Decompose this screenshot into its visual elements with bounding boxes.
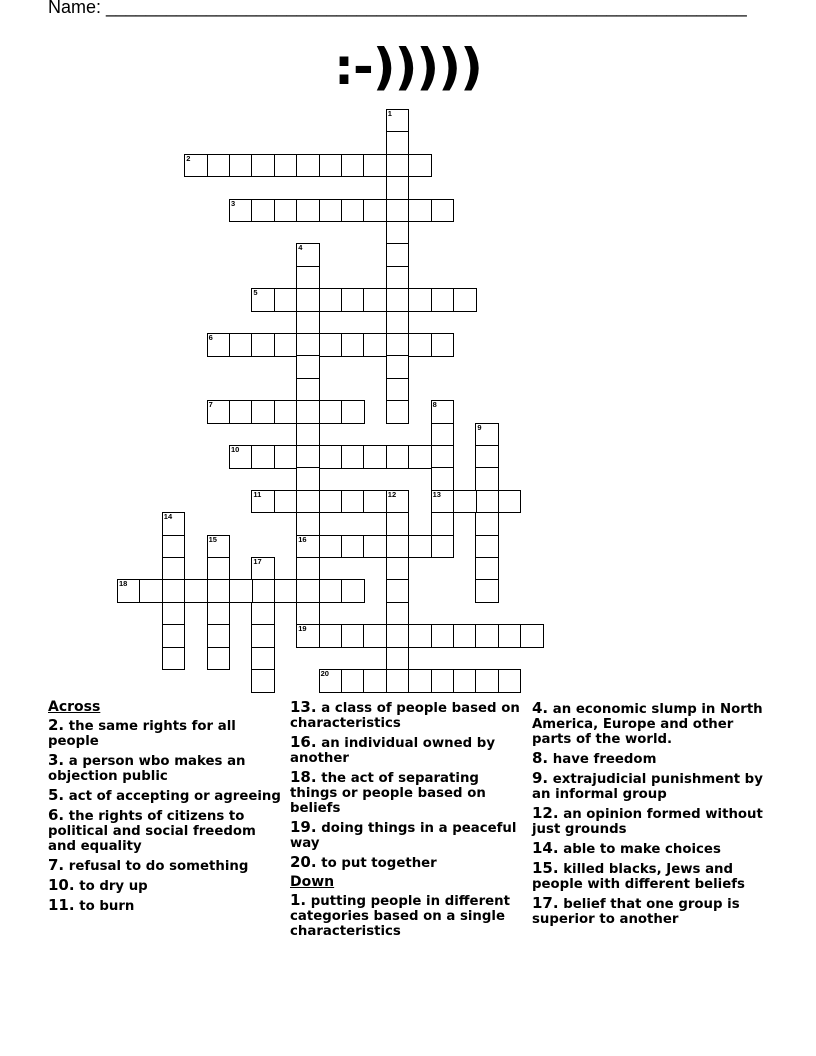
grid-cell[interactable] — [319, 199, 343, 223]
grid-cell[interactable] — [475, 467, 499, 491]
cell-number: 8 — [432, 400, 437, 410]
across-clue-list-continued — [290, 700, 525, 871]
clue-column-1 — [48, 700, 283, 918]
clue-item — [290, 893, 525, 939]
grid-cell[interactable] — [274, 579, 298, 603]
grid-cell[interactable] — [475, 579, 499, 603]
grid-cell[interactable] — [498, 669, 522, 693]
grid-cell[interactable] — [251, 199, 275, 223]
grid-cell[interactable] — [162, 535, 186, 559]
grid-cell[interactable] — [296, 579, 320, 603]
grid-cell[interactable] — [431, 423, 455, 447]
clue-text: killed blacks, Jews and people with different beliefs — [532, 862, 745, 892]
clue-item — [532, 806, 772, 837]
grid-cell[interactable] — [274, 445, 298, 469]
clue-number: 17. — [532, 894, 559, 912]
across-clue-list — [48, 718, 283, 914]
clue-number: 6. — [48, 806, 65, 824]
clue-text: to put together — [321, 856, 437, 871]
cell-number: 9 — [477, 422, 482, 432]
grid-cell[interactable] — [363, 535, 387, 559]
grid-cell[interactable] — [162, 512, 186, 536]
clue-text: have freedom — [552, 752, 657, 767]
grid-cell[interactable] — [431, 669, 455, 693]
grid-cell[interactable] — [296, 512, 320, 536]
clue-text: an individual owned by another — [290, 736, 495, 766]
grid-cell[interactable] — [274, 333, 298, 357]
grid-cell[interactable] — [117, 579, 141, 603]
grid-cell[interactable] — [251, 579, 275, 603]
puzzle-title: :-))))) — [333, 38, 482, 96]
grid-cell[interactable] — [386, 445, 410, 469]
grid-cell[interactable] — [386, 535, 410, 559]
grid-cell[interactable] — [229, 445, 253, 469]
clue-number: 9. — [532, 769, 549, 787]
grid-cell[interactable] — [475, 535, 499, 559]
grid-cell[interactable] — [162, 579, 186, 603]
clue-text: able to make choices — [563, 842, 721, 857]
grid-cell[interactable] — [386, 131, 410, 155]
grid-cell[interactable] — [431, 535, 455, 559]
grid-cell[interactable] — [341, 669, 365, 693]
grid-cell[interactable] — [207, 400, 231, 424]
grid-cell[interactable] — [475, 557, 499, 581]
grid-cell[interactable] — [296, 535, 320, 559]
grid-cell[interactable] — [363, 288, 387, 312]
grid-cell[interactable] — [431, 445, 455, 469]
clue-text: putting people in different categories based on a single characteristics — [290, 894, 510, 939]
grid-cell[interactable] — [363, 199, 387, 223]
cell-number: 17 — [253, 557, 262, 566]
clue-text: a class of people based on characteristics — [290, 701, 520, 731]
grid-cell[interactable] — [386, 400, 410, 424]
clue-text: an economic slump in North America, Europe and other parts of the world. — [532, 702, 763, 747]
grid-cell[interactable] — [319, 400, 343, 424]
clue-item — [48, 898, 283, 914]
grid-cell[interactable] — [139, 579, 163, 603]
grid-cell[interactable] — [162, 557, 186, 581]
grid-cell[interactable] — [408, 445, 432, 469]
grid-cell[interactable] — [296, 602, 320, 626]
clue-item — [290, 735, 525, 766]
grid-cell[interactable] — [296, 400, 320, 424]
grid-cell[interactable] — [386, 311, 410, 335]
clue-item — [532, 751, 772, 767]
grid-cell[interactable] — [475, 669, 499, 693]
grid-cell[interactable] — [229, 333, 253, 357]
clue-number: 11. — [48, 896, 75, 914]
grid-cell[interactable] — [453, 490, 477, 514]
grid-cell[interactable] — [341, 579, 365, 603]
clue-number: 20. — [290, 853, 317, 871]
clue-number: 12. — [532, 804, 559, 822]
clue-item — [48, 788, 283, 804]
clue-item — [532, 861, 772, 892]
clue-item — [290, 855, 525, 871]
clue-text: a person wbo makes an objection public — [48, 754, 246, 784]
grid-cell[interactable] — [184, 579, 208, 603]
grid-cell[interactable] — [408, 199, 432, 223]
clue-number: 2. — [48, 716, 65, 734]
cell-number: 14 — [163, 512, 173, 522]
grid-cell[interactable] — [207, 557, 231, 581]
grid-cell[interactable] — [296, 311, 320, 335]
cell-number: 7 — [208, 400, 213, 410]
clue-number: 14. — [532, 839, 559, 857]
grid-cell[interactable] — [251, 400, 275, 424]
clue-text: the act of separating things or people based on beliefs — [290, 771, 486, 816]
grid-cell[interactable] — [386, 624, 410, 648]
grid-cell[interactable] — [386, 288, 410, 312]
cell-number: 2 — [186, 153, 191, 163]
grid-cell[interactable] — [274, 199, 298, 223]
grid-cell[interactable] — [251, 288, 275, 312]
grid-cell[interactable] — [229, 154, 253, 178]
clue-text: doing things in a peaceful way — [290, 821, 517, 851]
grid-cell[interactable] — [453, 624, 477, 648]
clue-number: 19. — [290, 818, 317, 836]
clue-text: act of accepting or agreeing — [68, 789, 281, 804]
grid-cell[interactable] — [162, 647, 186, 671]
grid-cell[interactable] — [498, 490, 522, 514]
grid-cell[interactable] — [386, 378, 410, 402]
grid-cell[interactable] — [386, 176, 410, 200]
clue-item — [48, 878, 283, 894]
grid-cell[interactable] — [341, 199, 365, 223]
grid-cell[interactable] — [475, 512, 499, 536]
clue-column-3 — [532, 701, 772, 931]
clue-text: refusal to do something — [68, 859, 249, 874]
cell-number: 3 — [231, 198, 236, 208]
clue-number: 7. — [48, 856, 65, 874]
grid-cell[interactable] — [229, 199, 253, 223]
grid-cell[interactable] — [251, 557, 275, 581]
grid-cell[interactable] — [341, 288, 365, 312]
clue-item — [532, 701, 772, 747]
name-field-label: Name: ________________________________________________________________ — [48, 0, 747, 17]
clue-text: belief that one group is superior to another — [532, 897, 740, 927]
grid-cell[interactable] — [363, 445, 387, 469]
grid-cell[interactable] — [386, 647, 410, 671]
clue-number: 8. — [532, 749, 549, 767]
clue-text: to dry up — [79, 879, 148, 894]
cell-number: 19 — [298, 624, 307, 634]
grid-cell[interactable] — [251, 602, 275, 626]
clue-item — [48, 858, 283, 874]
grid-cell[interactable] — [386, 154, 410, 178]
clue-number: 3. — [48, 751, 65, 769]
clue-item — [48, 808, 283, 854]
grid-cell[interactable] — [207, 333, 231, 357]
grid-cell[interactable] — [162, 624, 186, 648]
grid-cell[interactable] — [319, 445, 343, 469]
grid-cell[interactable] — [341, 445, 365, 469]
grid-cell[interactable] — [319, 288, 343, 312]
cell-number: 15 — [208, 534, 217, 544]
cell-number: 10 — [231, 445, 240, 454]
grid-cell[interactable] — [296, 624, 320, 648]
clue-text: the same rights for all people — [48, 719, 236, 749]
grid-cell[interactable] — [207, 602, 231, 626]
grid-cell[interactable] — [251, 624, 275, 648]
grid-cell[interactable] — [386, 199, 410, 223]
grid-cell[interactable] — [341, 535, 365, 559]
clue-number: 16. — [290, 733, 317, 751]
grid-cell[interactable] — [296, 243, 320, 267]
down-clue-list-continued — [532, 701, 772, 927]
grid-cell[interactable] — [431, 199, 455, 223]
grid-cell[interactable] — [475, 445, 499, 469]
grid-cell[interactable] — [296, 266, 320, 290]
cell-number: 16 — [298, 534, 307, 544]
grid-cell[interactable] — [207, 579, 231, 603]
grid-cell[interactable] — [363, 154, 387, 178]
clue-number: 10. — [48, 876, 75, 894]
grid-cell[interactable] — [251, 154, 275, 178]
cell-number: 20 — [320, 669, 329, 678]
clue-item — [48, 753, 283, 784]
clue-item — [48, 718, 283, 749]
grid-cell[interactable] — [431, 400, 455, 424]
grid-cell[interactable] — [363, 669, 387, 693]
clue-number: 4. — [532, 699, 549, 717]
grid-cell[interactable] — [386, 512, 410, 536]
across-heading: Across — [48, 699, 101, 715]
grid-cell[interactable] — [319, 579, 343, 603]
grid-cell[interactable] — [431, 490, 455, 514]
clue-text: extrajudicial punishment by an informal group — [532, 772, 763, 802]
grid-cell[interactable] — [475, 490, 499, 514]
grid-cell[interactable] — [341, 400, 365, 424]
grid-cell[interactable] — [386, 490, 410, 514]
grid-cell[interactable] — [207, 154, 231, 178]
grid-cell[interactable] — [296, 154, 320, 178]
grid-cell[interactable] — [386, 243, 410, 267]
grid-cell[interactable] — [408, 624, 432, 648]
grid-cell[interactable] — [229, 400, 253, 424]
clue-item — [532, 841, 772, 857]
clue-number: 1. — [290, 891, 307, 909]
clue-text: to burn — [79, 899, 135, 914]
grid-cell[interactable] — [386, 109, 410, 133]
down-clue-list — [290, 893, 525, 939]
grid-cell[interactable] — [296, 423, 320, 447]
grid-cell[interactable] — [296, 445, 320, 469]
grid-cell[interactable] — [431, 467, 455, 491]
clue-column-2 — [290, 700, 525, 943]
grid-cell[interactable] — [296, 490, 320, 514]
grid-cell[interactable] — [408, 333, 432, 357]
grid-cell[interactable] — [319, 154, 343, 178]
cell-number: 4 — [298, 243, 303, 253]
grid-cell[interactable] — [431, 288, 455, 312]
grid-cell[interactable] — [341, 333, 365, 357]
grid-cell[interactable] — [520, 624, 544, 648]
grid-cell[interactable] — [251, 333, 275, 357]
grid-cell[interactable] — [274, 288, 298, 312]
grid-cell[interactable] — [319, 333, 343, 357]
clue-item — [290, 700, 525, 731]
clue-item — [290, 820, 525, 851]
grid-cell[interactable] — [341, 154, 365, 178]
grid-cell[interactable] — [296, 467, 320, 491]
clue-item — [532, 771, 772, 802]
grid-cell[interactable] — [207, 535, 231, 559]
grid-cell[interactable] — [251, 669, 275, 693]
grid-cell[interactable] — [251, 490, 275, 514]
grid-cell[interactable] — [386, 579, 410, 603]
grid-cell[interactable] — [319, 490, 343, 514]
cell-number: 6 — [208, 333, 213, 342]
grid-cell[interactable] — [431, 512, 455, 536]
grid-cell[interactable] — [386, 602, 410, 626]
clue-number: 13. — [290, 698, 317, 716]
grid-cell[interactable] — [475, 624, 499, 648]
grid-cell[interactable] — [386, 557, 410, 581]
grid-cell[interactable] — [408, 154, 432, 178]
down-heading: Down — [290, 874, 335, 890]
grid-cell[interactable] — [251, 445, 275, 469]
grid-cell[interactable] — [386, 266, 410, 290]
clue-number: 15. — [532, 859, 559, 877]
grid-cell[interactable] — [386, 333, 410, 357]
grid-cell[interactable] — [319, 624, 343, 648]
clue-item — [290, 770, 525, 816]
grid-cell[interactable] — [408, 288, 432, 312]
grid-cell[interactable] — [431, 624, 455, 648]
grid-cell[interactable] — [296, 199, 320, 223]
grid-cell[interactable] — [296, 378, 320, 402]
grid-cell[interactable] — [386, 355, 410, 379]
grid-cell[interactable] — [251, 647, 275, 671]
grid-cell[interactable] — [408, 535, 432, 559]
grid-cell[interactable] — [498, 624, 522, 648]
grid-cell[interactable] — [386, 669, 410, 693]
grid-cell[interactable] — [319, 535, 343, 559]
grid-cell[interactable] — [274, 490, 298, 514]
clue-number: 5. — [48, 786, 65, 804]
grid-cell[interactable] — [274, 400, 298, 424]
grid-cell[interactable] — [363, 490, 387, 514]
clue-text: an opinion formed without just grounds — [532, 807, 763, 837]
grid-cell[interactable] — [386, 221, 410, 245]
grid-cell[interactable] — [296, 557, 320, 581]
cell-number: 12 — [387, 489, 397, 499]
clue-text: the rights of citizens to political and social freedom and equality — [48, 809, 256, 854]
grid-cell[interactable] — [475, 423, 499, 447]
cell-number: 13 — [432, 489, 441, 499]
cell-number: 5 — [253, 288, 258, 298]
grid-cell[interactable] — [341, 624, 365, 648]
grid-cell[interactable] — [453, 669, 477, 693]
grid-cell[interactable] — [296, 333, 320, 357]
grid-cell[interactable] — [453, 288, 477, 312]
clue-number: 18. — [290, 768, 317, 786]
grid-cell[interactable] — [319, 669, 343, 693]
grid-cell[interactable] — [229, 579, 253, 603]
grid-cell[interactable] — [184, 154, 208, 178]
grid-cell[interactable] — [408, 669, 432, 693]
cell-number: 11 — [253, 489, 262, 499]
cell-number: 18 — [119, 579, 128, 589]
grid-cell[interactable] — [363, 624, 387, 648]
grid-cell[interactable] — [431, 333, 455, 357]
grid-cell[interactable] — [341, 490, 365, 514]
grid-cell[interactable] — [207, 624, 231, 648]
grid-cell[interactable] — [296, 288, 320, 312]
grid-cell[interactable] — [162, 602, 186, 626]
grid-cell[interactable] — [274, 154, 298, 178]
grid-cell[interactable] — [363, 333, 387, 357]
grid-cell[interactable] — [296, 355, 320, 379]
grid-cell[interactable] — [207, 647, 231, 671]
cell-number: 1 — [387, 109, 392, 118]
clue-item — [532, 896, 772, 927]
